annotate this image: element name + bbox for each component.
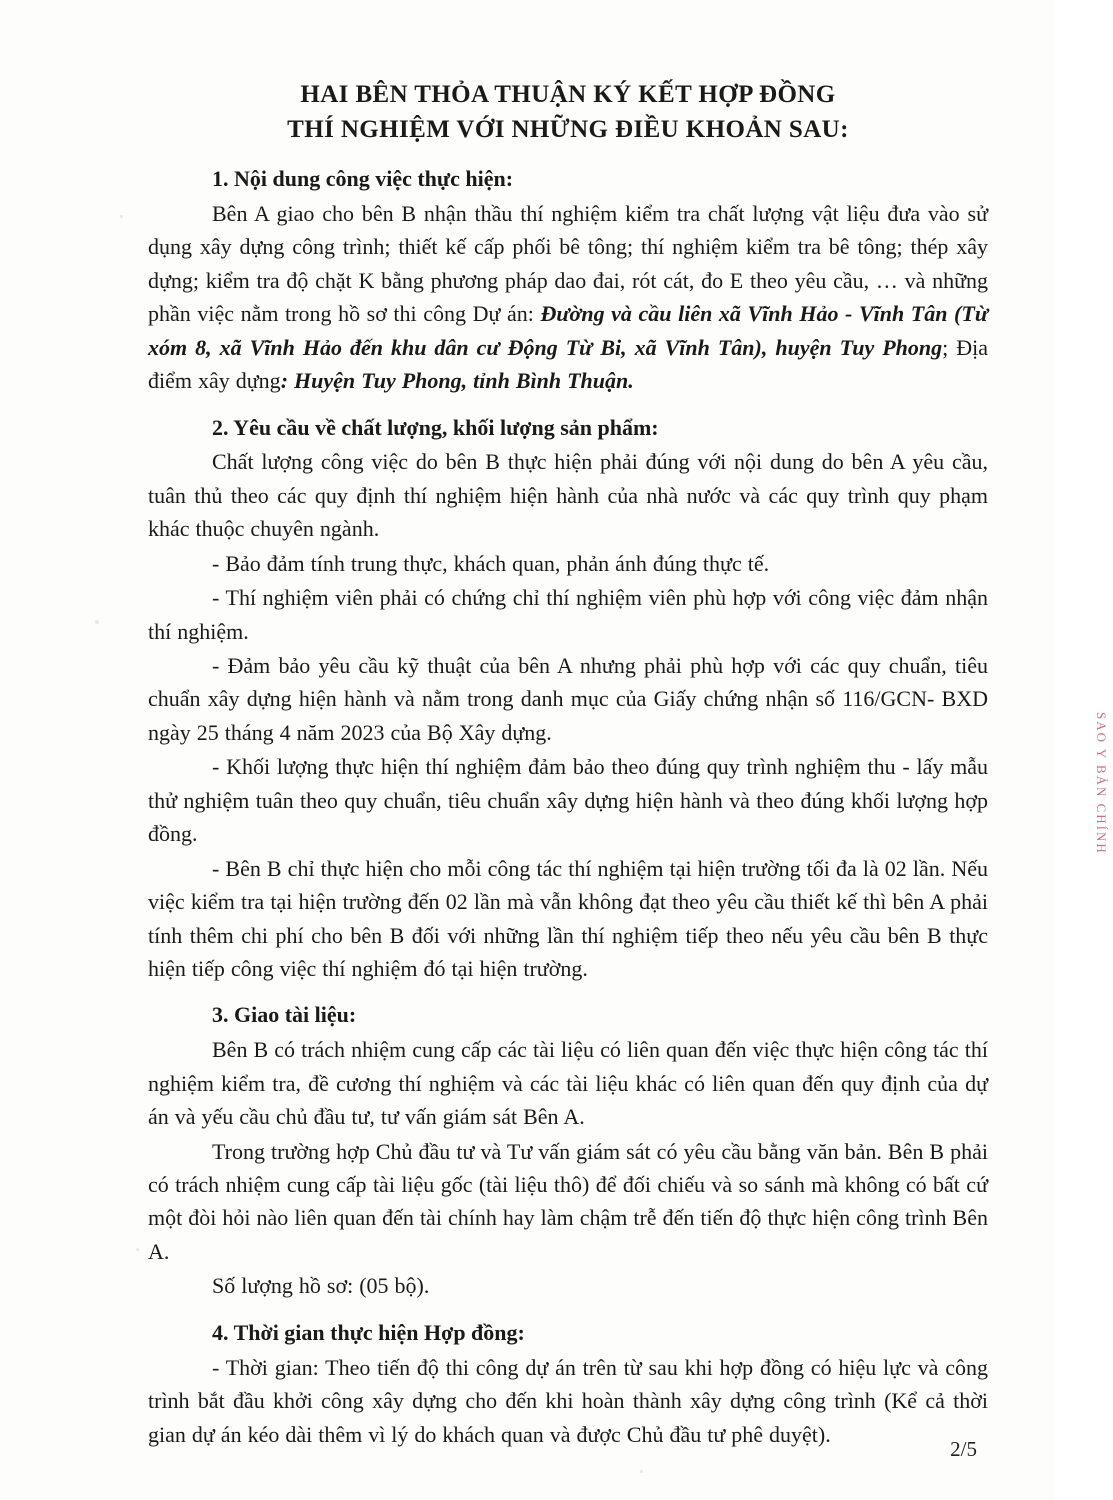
- section-1-text: Bên A giao cho bên B nhận thầu thí nghiệm kiểm tra chất lượng vật liệu đưa vào sử dụng xây dựng công trình; thiết kế cấp phối bê tông; thí nghiệm kiểm tra bê tông; thép xây dựng; kiểm tra độ chặt K bằng phương pháp dao đai, rót cát, đo E theo yêu cầu, … và những phần việc nằm trong hồ sơ thi công Dự án:: [148, 200, 988, 327]
- section-2-paragraph-5: - Khối lượng thực hiện thí nghiệm đảm bảo theo đúng quy trình nghiệm thu - lấy mẫu thử nghiệm tuân theo quy chuẩn, tiêu chuẩn xây dựng hiện hành và theo đúng khối lượng hợp đồng.: [148, 754, 988, 847]
- paper-speck: [640, 1470, 643, 1473]
- paper-speck: [136, 1248, 139, 1251]
- section-1-paragraph: [148, 197, 988, 398]
- section-1-emphasis-1: Đường và cầu liên xã Vĩnh Hảo - Vĩnh Tân (Từ xóm 8, xã Vĩnh Hảo đến khu dân cư Động Từ Bi, xã Vĩnh Tân), huyện Tuy Phong: [148, 301, 988, 360]
- section-heading-1: 1. Nội dung công việc thực hiện:: [212, 166, 514, 191]
- section-1-emphasis-2: : Huyện Tuy Phong, tỉnh Bình Thuận.: [280, 368, 634, 394]
- section-heading-2: 2. Yêu cầu về chất lượng, khối lượng sản phẩm:: [212, 414, 659, 440]
- section-3-paragraph-2: Trong trường hợp Chủ đầu tư và Tư vấn giám sát có yêu cầu bằng văn bản. Bên B phải có trách nhiệm cung cấp tài liệu gốc (tài liệu thô) để đối chiếu và so sánh mà không có bất cứ một đòi hỏi nào liên quan đến tài chính hay làm chậm trễ đến tiến độ thực hiện công trình Bên A.: [148, 1138, 988, 1264]
- document-body: [148, 78, 988, 1452]
- page-title: [148, 78, 988, 147]
- section-2-paragraph-6: - Bên B chỉ thực hiện cho mỗi công tác thí nghiệm tại hiện trường tối đa là 02 lần. Nếu việc kiểm tra tại hiện trường đến 02 lần mà vẫn không đạt theo yêu cầu thiết kế thì bên A phải tính thêm chi phí cho bên B đối với những lần thí nghiệm tiếp theo nếu yêu cầu bên B thực hiện tiếp công việc thí nghiệm đó tại hiện trường.: [148, 855, 988, 981]
- section-2-paragraph-2: - Bảo đảm tính trung thực, khách quan, phản ánh đúng thực tế.: [212, 550, 770, 576]
- paper-speck: [95, 620, 99, 624]
- section-4-paragraph-1: - Thời gian: Theo tiến độ thi công dự án trên từ sau khi hợp đồng có hiệu lực và công trình bắt đầu khởi công xây dựng cho đến khi hoàn thành xây dựng công trình (Kể cả thời gian dự án kéo dài thêm vì lý do khách quan và được Chủ đầu tư phê duyệt).: [148, 1354, 988, 1447]
- margin-stamp-text: SAO Y BẢN CHÍNH: [1094, 712, 1109, 855]
- paper-speck: [120, 215, 123, 218]
- section-2-paragraph-1: Chất lượng công việc do bên B thực hiện phải đúng với nội dung do bên A yêu cầu, tuân thủ theo các quy định thí nghiệm hiện hành của nhà nước và các quy trình quy phạm khác thuộc chuyên ngành.: [148, 449, 988, 542]
- section-heading-4: 4. Thời gian thực hiện Hợp đồng:: [212, 1319, 525, 1345]
- section-heading-3: 3. Giao tài liệu:: [212, 1002, 357, 1028]
- section-1-mid-text: ; Địa điểm xây dựng: [148, 334, 988, 394]
- section-3-paragraph-1: Bên B có trách nhiệm cung cấp các tài liệu có liên quan đến việc thực hiện công tác thí nghiệm kiểm tra, đề cương thí nghiệm và các tài liệu khác có liên quan đến quy định của dự án và yếu cầu chủ đầu tư, tư vấn giám sát Bên A.: [148, 1037, 988, 1130]
- page-title-line-2: THÍ NGHIỆM VỚI NHỮNG ĐIỀU KHOẢN SAU:: [287, 115, 849, 143]
- section-3-paragraph-3: Số lượng hồ sơ: (05 bộ).: [212, 1273, 430, 1299]
- page-number: 2/5: [950, 1437, 977, 1461]
- section-2-paragraph-3: - Thí nghiệm viên phải có chứng chỉ thí nghiệm viên phù hợp với công việc đảm nhận thí nghiệm.: [148, 585, 988, 644]
- page-title-line-1: HAI BÊN THỎA THUẬN KÝ KẾT HỢP ĐỒNG: [300, 81, 836, 108]
- section-2-paragraph-4: - Đảm bảo yêu cầu kỹ thuật của bên A nhưng phải phù hợp với các quy chuẩn, tiêu chuẩn xây dựng hiện hành và nằm trong danh mục của Giấy chứng nhận số 116/GCN- BXD ngày 25 tháng 4 năm 2023 của Bộ Xây dựng.: [148, 653, 988, 745]
